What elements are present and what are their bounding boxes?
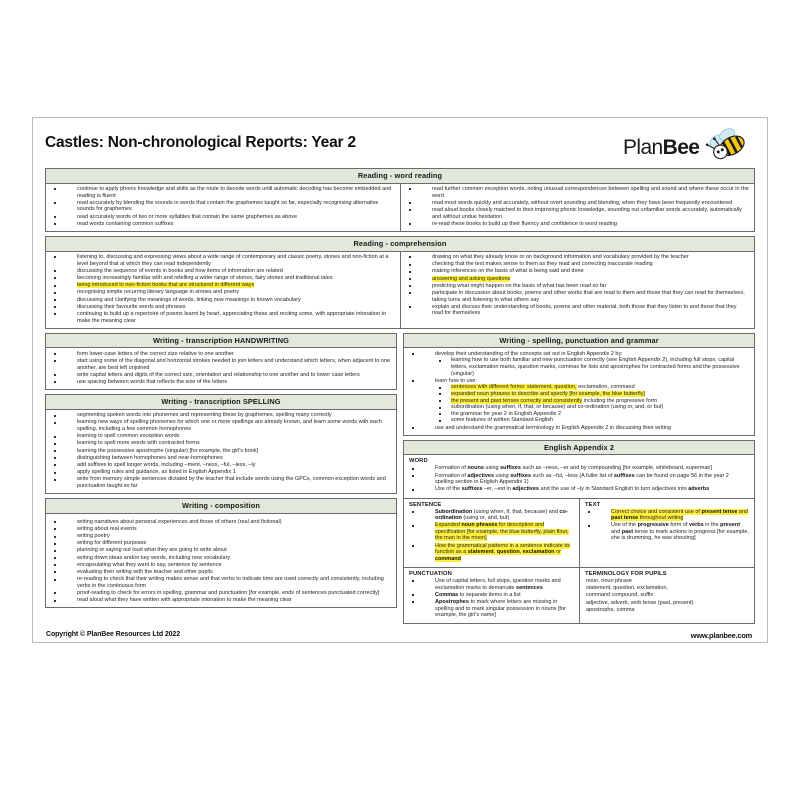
terminology-line: command compound, suffix xyxy=(586,592,654,599)
composition-column xyxy=(46,514,396,608)
appendix-punctuation-label: PUNCTUATION xyxy=(409,571,452,578)
list-item: continue to apply phonic knowledge and skills as the route to decode words until automatic decoding has become embedded and reading is fluent xyxy=(51,186,395,199)
main-columns xyxy=(45,333,755,629)
list-item: discussing their favourite words and phrases xyxy=(51,304,395,311)
list-item: read most words quickly and accurately, without overt sounding and blending, when they have been frequently encountered xyxy=(406,200,749,207)
list-item: use and understand the grammatical terminology in English Appendix 2 in discussing their writing xyxy=(409,425,749,432)
word-reading-left-column xyxy=(46,184,400,231)
appendix-sentence-text-row xyxy=(404,498,754,568)
list-item: becoming increasingly familiar with and retelling a wider range of stories, fairy stories and traditional tales xyxy=(51,275,395,282)
section-handwriting xyxy=(45,333,397,390)
word-reading-left-list xyxy=(51,186,395,227)
list-item: Use of the suffixes –er, –est in adjectives and the use of –ly in Standard English to turn adjectives into adverbs xyxy=(409,486,749,493)
list-item: encapsulating what they want to say, sentence by sentence xyxy=(51,562,391,569)
highlighted-text: being introduced to non-fiction books that are structured in different ways xyxy=(77,282,255,289)
bee-icon xyxy=(701,126,753,160)
logo-plan-text: Plan xyxy=(623,136,663,159)
comprehension-right-column xyxy=(400,252,754,328)
list-item: re-reading to check that their writing makes sense and that verbs to indicate time are used correctly and consistently, including verbs in the continuous form xyxy=(51,576,391,589)
spelling-column xyxy=(46,410,396,493)
logo-wordmark xyxy=(623,136,699,160)
list-item: add suffixes to spell longer words, including –ment, –ness, –ful, –less, –ly xyxy=(51,462,391,469)
list-item: start using some of the diagonal and horizontal strokes needed to join letters and understand which letters, when adjacent to one another, are best left unjoined xyxy=(51,358,391,371)
section-heading-spag: Writing - spelling, punctuation and grammar xyxy=(404,334,754,349)
spag-list xyxy=(409,351,749,431)
appendix-sentence-label: SENTENCE xyxy=(409,501,442,508)
appendix-word-label: WORD xyxy=(409,458,428,465)
highlighted-text: Expanded noun phrases for description and specification [for example, the blue butterfly, plain flour, the man in the moon] xyxy=(435,522,569,542)
handwriting-column xyxy=(46,348,396,389)
list-item: checking that the text makes sense to them as they read and correcting inaccurate reading xyxy=(406,261,749,268)
list-item: Use of capital letters, full stops, question marks and exclamation marks to demarcate sentences xyxy=(409,578,574,591)
list-item: planning or saying out loud what they are going to write about xyxy=(51,547,391,554)
appendix-punctuation-list xyxy=(409,578,574,619)
section-spag xyxy=(403,333,755,436)
list-item: form lower-case letters of the correct size relative to one another xyxy=(51,351,391,358)
section-heading-word-reading: Reading - word reading xyxy=(46,169,754,184)
section-spelling xyxy=(45,394,397,494)
list-item: Subordination (using when, if, that, because) and co-ordination (using or, and, but) xyxy=(409,509,574,522)
list-item: learning how to use both familiar and new punctuation correctly (see English Appendix 2), including full stops, capital letters, exclamation marks, question marks, commas for lists and apostrophes for contracted forms and the possessive (singular) xyxy=(435,357,749,377)
highlighted-text: sentences with different forms: statement, question, xyxy=(451,384,577,391)
list-item: continuing to build up a repertoire of poems learnt by heart, appreciating these and reciting some, with appropriate intonation to make the meaning clear xyxy=(51,311,395,324)
list-item: write capital letters and digits of the correct size, orientation and relationship to one another and to lower case letters xyxy=(51,372,391,379)
list-item xyxy=(409,522,574,542)
list-item xyxy=(406,276,749,283)
list-item: making inferences on the basis of what is being said and done xyxy=(406,268,749,275)
appendix-text-list xyxy=(585,509,749,543)
page-title: Castles: Non-chronological Reports: Year 2 xyxy=(45,134,356,151)
list-item: discussing and clarifying the meanings of words, linking new meanings to known vocabulary xyxy=(51,297,395,304)
comprehension-left-column xyxy=(46,252,400,328)
copyright-text: Copyright © PlanBee Resources Ltd 2022 xyxy=(46,631,181,639)
list-item: read aloud what they have written with appropriate intonation to make the meaning clear xyxy=(51,597,391,604)
list-item: distinguishing between homophones and near-homophones xyxy=(51,455,391,462)
list-item: drawing on what they already know or on background information and vocabulary provided by the teacher xyxy=(406,254,749,261)
list-item: read accurately by blending the sounds in words that contain the graphemes taught so far, especially recognising alternative sounds for graphemes xyxy=(51,200,395,213)
list-item: read further common exception words, noting unusual correspondences between spelling and sound and where these occur in the word xyxy=(406,186,749,199)
list-item xyxy=(409,543,574,563)
list-item: predicting what might happen on the basis of what has been read so far xyxy=(406,283,749,290)
appendix-text-block xyxy=(579,499,754,568)
list-item: writing down ideas and/or key words, including new vocabulary xyxy=(51,555,391,562)
section-heading-comprehension: Reading - comprehension xyxy=(46,237,754,252)
list-item: recognising simple recurring literary language in stories and poetry xyxy=(51,289,395,296)
section-heading-composition: Writing - composition xyxy=(46,499,396,514)
comprehension-left-list xyxy=(51,254,395,324)
list-item: the grammar for year 2 in English Appendix 2 xyxy=(435,411,749,418)
logo-bee-text: Bee xyxy=(662,136,700,159)
appendix-punctuation-terminology-row xyxy=(404,567,754,623)
list-item: writing poetry xyxy=(51,533,391,540)
list-item: discussing the sequence of events in books and how items of information are related xyxy=(51,268,395,275)
highlighted-text: How the grammatical patterns in a sentence indicate its function as a statement, question, exclamation or command xyxy=(435,542,570,562)
list-item: subordination (using when, if, that, or because) and co-ordination (using or, and, or but) xyxy=(435,404,749,411)
list-item xyxy=(585,509,749,522)
composition-list xyxy=(51,519,391,604)
planbee-logo xyxy=(623,128,751,168)
section-composition xyxy=(45,498,397,608)
website-url: www.planbee.com xyxy=(690,631,752,641)
section-heading-spelling: Writing - transcription SPELLING xyxy=(46,395,396,410)
list-item: explain and discuss their understanding of books, poems and other material, both those that they listen to and those that they read for themselves xyxy=(406,304,749,317)
list-item: learning to spell common exception words xyxy=(51,433,391,440)
list-item: writing about real events xyxy=(51,526,391,533)
highlighted-text: expanded noun phrases to describe and specify [for example, the blue butterfly] xyxy=(451,391,645,398)
list-item: Formation of nouns using suffixes such as –ness, –er and by compounding [for example, whiteboard, superman] xyxy=(409,465,749,472)
list-item: read words containing common suffixes xyxy=(51,221,395,228)
section-comprehension xyxy=(45,236,755,329)
list-item: develop their understanding of the concepts set out in English Appendix 2 by: learning how to use both familiar and new punctuation correctly (see English Appendix 2), including full stops, capital letters, exclamation marks, question marks, commas for lists and apostrophes for contracted forms and the possessive (singular) xyxy=(409,351,749,377)
section-word-reading xyxy=(45,168,755,232)
list-item xyxy=(51,282,395,289)
appendix-terminology-block xyxy=(579,568,754,623)
list-item xyxy=(435,391,749,398)
section-heading-appendix2: English Appendix 2 xyxy=(404,441,754,456)
list-item: learn how to use: sentences with different forms: statement, question, exclamation, command expanded noun phrases to describe and specify [for example, the blue butterfly] the present and past tenses correctly and consistently including the progressive form subordination (using when, if, that, or because) and co-ordination (using or, and, or but) the grammar for year 2 in English Appendix 2 some features of written Standard English xyxy=(409,378,749,424)
appendix-sentence-block xyxy=(404,499,579,568)
list-item: Use of the progressive form of verbs in the present and past tense to mark actions in progress [for example, she is drumming, he was shouting] xyxy=(585,522,749,542)
list-item: participate in discussion about books, poems and other works that are read to them and those that they can read for themselves, taking turns and listening to what others say xyxy=(406,290,749,303)
highlighted-text: answering and asking questions xyxy=(432,275,511,282)
appendix-sentence-list xyxy=(409,509,574,563)
comprehension-right-list xyxy=(406,254,749,317)
document-header xyxy=(45,128,755,168)
list-item: write from memory simple sentences dictated by the teacher that include words using the GPCs, common exception words and punctuation taught so far xyxy=(51,476,391,489)
appendix-text-label: TEXT xyxy=(585,501,601,508)
document-page xyxy=(32,117,768,643)
list-item: some features of written Standard English xyxy=(435,417,749,424)
appendix-word-block xyxy=(404,455,754,497)
spag-sublist-1 xyxy=(435,357,749,377)
word-reading-right-list xyxy=(406,186,749,227)
list-item: learning to spell more words with contracted forms xyxy=(51,440,391,447)
list-item: the present and past tenses correctly and consistently including the progressive form xyxy=(435,398,749,405)
list-item: listening to, discussing and expressing views about a wide range of contemporary and classic poetry, stories and non-fiction at a level beyond that at which they can read independently xyxy=(51,254,395,267)
list-item: learning new ways of spelling phonemes for which one or more spellings are already known, and learn some words with each spelling, including a few common homophones xyxy=(51,419,391,432)
list-item: Formation of adjectives using suffixes such as –ful, –less (A fuller list of suffixes can be found on page 56 in the year 2 spelling section in English Appendix 1) xyxy=(409,473,749,486)
left-side xyxy=(45,333,397,629)
list-item: read aloud books closely matched to their improving phonic knowledge, sounding out unfamiliar words accurately, automatically and without undue hesitation xyxy=(406,207,749,220)
terminology-line: statement, question, exclamation, xyxy=(586,585,668,592)
list-item: segmenting spoken words into phonemes and representing these by graphemes, spelling many correctly xyxy=(51,412,391,419)
terminology-line: apostrophe, comma xyxy=(586,606,635,613)
right-side xyxy=(403,333,755,629)
section-heading-handwriting: Writing - transcription HANDWRITING xyxy=(46,334,396,349)
appendix-word-list xyxy=(409,465,749,493)
appendix-terminology-label: TERMINOLOGY FOR PUPILS xyxy=(585,571,667,578)
spelling-list xyxy=(51,412,391,489)
list-item: sentences with different forms: statement, question, exclamation, command xyxy=(435,384,749,391)
word-reading-right-column xyxy=(400,184,754,231)
list-item: re-read these books to build up their fluency and confidence in word reading xyxy=(406,221,749,228)
list-item: learning the possessive apostrophe (singular) [for example, the girl's book] xyxy=(51,448,391,455)
list-item: proof-reading to check for errors in spelling, grammar and punctuation [for example, ends of sentences punctuated correctly] xyxy=(51,590,391,597)
list-item: Apostrophes to mark where letters are missing in spelling and to mark singular possession in nouns [for example, the girl's name] xyxy=(409,599,574,619)
spag-sublist-2 xyxy=(435,384,749,424)
list-item: evaluating their writing with the teacher and other pupils xyxy=(51,569,391,576)
highlighted-text: Correct choice and consistent use of present tense and past tense throughout writing xyxy=(611,508,748,522)
appendix-punctuation-block xyxy=(404,568,579,623)
terminology-line: adjective, adverb, verb tense (past, present) xyxy=(586,599,694,606)
list-item: apply spelling rules and guidance, as listed in English Appendix 1 xyxy=(51,469,391,476)
list-item: read accurately words of two or more syllables that contain the same graphemes as above xyxy=(51,214,395,221)
document-footer xyxy=(45,630,755,644)
list-item: writing narratives about personal experiences and those of others (real and fictional) xyxy=(51,519,391,526)
section-appendix2 xyxy=(403,440,755,625)
highlighted-text: the present and past tenses correctly and consistently xyxy=(451,397,583,404)
terminology-line: noun, noun phrase xyxy=(586,578,632,585)
list-item: Commas to separate items in a list xyxy=(409,592,574,599)
list-item: use spacing between words that reflects the size of the letters xyxy=(51,379,391,386)
handwriting-list xyxy=(51,351,391,386)
appendix-terminology-lines xyxy=(585,578,749,614)
list-item: writing for different purposes xyxy=(51,540,391,547)
spag-column xyxy=(404,348,754,434)
